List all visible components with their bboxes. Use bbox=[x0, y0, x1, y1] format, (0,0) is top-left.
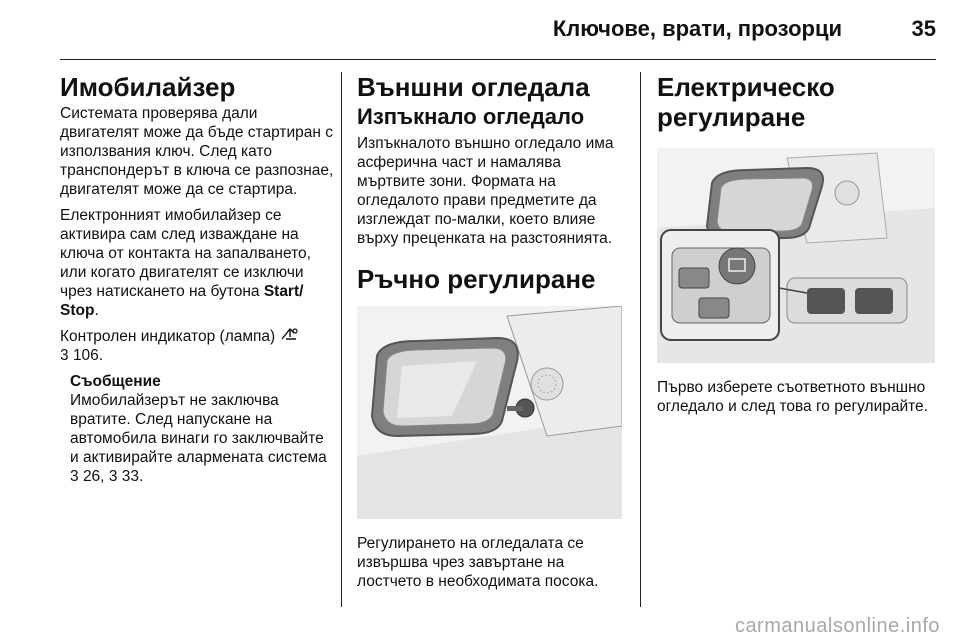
column-divider bbox=[640, 72, 641, 607]
column-divider bbox=[341, 72, 342, 607]
figure-caption: Първо изберете съответното външно огледало и след това го регулирайте. bbox=[657, 379, 928, 415]
section-heading-immobiliser: Имобилайзер bbox=[60, 72, 236, 102]
reference-arrow-icon: 3 bbox=[70, 468, 79, 485]
page-number: 35 bbox=[911, 16, 936, 41]
figure-caption: Регулирането на огледалата се извършва чрез завъртане на лостчето в необходимата посока. bbox=[357, 535, 599, 590]
page-reference-link[interactable]: 106. bbox=[72, 347, 104, 364]
page-header-title: Ключове, врати, прозорци bbox=[552, 16, 842, 41]
reference-arrow-icon: 3 bbox=[60, 347, 69, 364]
reference-arrow-icon: 3 bbox=[108, 468, 118, 485]
column-electric-adjustment bbox=[657, 72, 937, 423]
paragraph-text: . bbox=[94, 302, 99, 319]
paragraph bbox=[60, 206, 335, 320]
paragraph bbox=[60, 327, 335, 365]
immobiliser-lamp-icon bbox=[280, 327, 300, 341]
column-exterior-mirrors bbox=[357, 72, 625, 598]
watermark: carmanualsonline.info bbox=[734, 615, 940, 637]
section-heading-electric-adjustment: Електрическо регулиране bbox=[657, 72, 835, 132]
paragraph: Системата проверява дали двигателят може да бъде стартиран с използвания ключ. След като транспондерът в ключа се разпознае, двигателят може да се стартира. bbox=[60, 105, 334, 198]
paragraph: Изпъкналото външно огледало има асферична част и намалява мъртвите зони. Формата на огледалото прави предметите да изглеждат по-малки, което влияе върху преценката на разстоянията. bbox=[357, 135, 614, 247]
note-title: Съобщение bbox=[70, 373, 161, 390]
note-text bbox=[70, 391, 335, 486]
manual-mirror-illustration bbox=[357, 306, 622, 519]
subheading-convex-mirror: Изпъкнало огледало bbox=[357, 104, 585, 129]
paragraph-text: Електронният имобилайзер се активира сам след изваждане на ключа от контакта на запалването, или когато двигателят се изключи чрез натискането на бутона bbox=[60, 207, 311, 300]
column-immobiliser bbox=[60, 72, 335, 493]
paragraph-text: Контролен индикатор (лампа) bbox=[60, 328, 280, 345]
start-stop-label: Start/ Stop bbox=[60, 283, 304, 319]
section-heading-exterior-mirrors: Външни огледала bbox=[357, 72, 590, 102]
page-reference-link[interactable]: 33. bbox=[121, 468, 144, 485]
note-box bbox=[70, 372, 335, 486]
paragraph-text: Имобилайзерът не заключва вратите. След напускане на автомобила винаги го заключвайте и активирайте алармената система bbox=[70, 392, 327, 466]
header-rule bbox=[60, 59, 936, 60]
section-heading-manual-adjustment: Ръчно регулиране bbox=[357, 264, 596, 294]
page-reference-link[interactable]: 26, bbox=[82, 468, 105, 485]
electric-mirror-control-illustration bbox=[657, 148, 935, 363]
